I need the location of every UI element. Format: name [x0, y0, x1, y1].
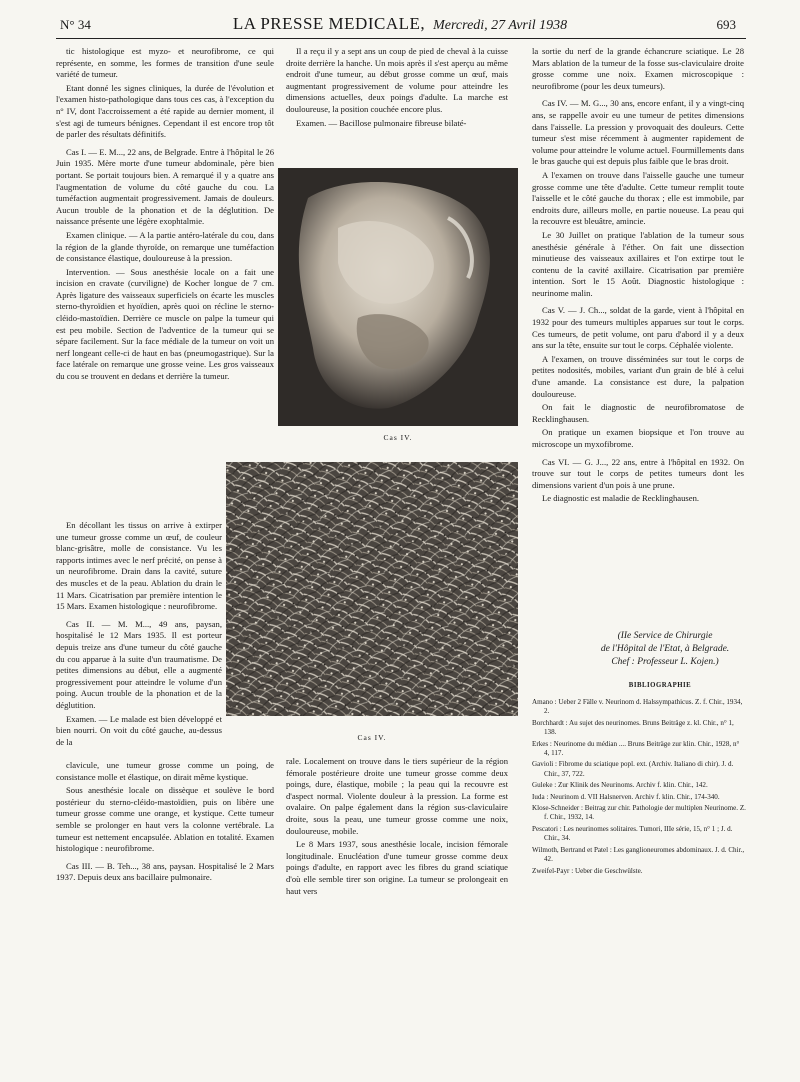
paragraph: Examen clinique. — A la partie antéro-latérale du cou, dans la région de la glande thyroïde, on remarque une tuméfaction de consistance élastique, douloureuse à la pression.	[56, 229, 274, 264]
bibliography-entry: Gavioli : Fibrome du sciatique popl. ext. (Archiv. Italiano di chir). J. d. Chir., 37, 722.	[532, 760, 734, 778]
tumor-photo-image	[278, 168, 518, 426]
page-header	[0, 14, 800, 36]
paragraph: tic histologique est myzo- et neurofibrome, ce qui représente, en somme, les formes de transition d'une seule variété de tumeur.	[56, 46, 274, 80]
bibliography-entry: Pescatori : Les neurinomes solitaires. Tumori, IIIe série, 15, n° 1 ; J. d. Chir., 34.	[532, 824, 733, 843]
bibliography-entry: Klose-Schneider : Beitrag zur chir. Pathologie der multiplen Neurinome. Z. f. Chir., 1932, 14.	[532, 804, 746, 822]
paragraph: Intervention. — Sous anesthésie locale on a fait une incision en cravate (curviligne) de Kocher longue de 7 cm. Après ligature des vaisseaux superficiels on écarte les muscles sterno-thyroïdien et hyoïdien, après quoi on récline le sterno-cléido-mastoïdien. Derrière ce muscle on palpe la tumeur qui est peu mobile. Section de l'adventice de la tumeur qui se sépare facilement. Sur la face médiale de la tumeur on voit un nerf longeant celle-ci de haut en bas (pneumogastrique). Sur la face latérale on remarque une grosse veine. Les gros vaisseaux du cou se trouvent en dedans et derrière la tumeur.	[56, 266, 274, 382]
histology-image	[226, 462, 518, 716]
column-middle-top	[286, 46, 508, 131]
page-number: 693	[716, 17, 736, 32]
bibliography-heading: BIBLIOGRAPHIE	[628, 682, 692, 689]
case-paragraph: Cas I. — E. M..., 22 ans, de Belgrade. Entre à l'hôpital le 26 Juin 1935. Mère morte d'une tumeur abdominale, père bien portant. Se portait toujours bien. A remarqué il y a quatre ans l'augmentation de volume du côté gauche du cou. La tuméfaction augmentait progressivement. Jamais de douleurs. Aucun trouble de la phonation et de la déglutition. De naissance présente une légère exophtalmie.	[56, 146, 274, 227]
header-rule	[56, 38, 746, 39]
bibliography-entry: Erkes : Neurinome du médian .... Bruns Beiträge zur klin. Chir., 1928, n° 4, 117.	[532, 739, 740, 758]
paragraph: Etant donné les signes cliniques, la durée de l'évolution et l'examen histo-pathologique dans tous ces cas, à l'exception du n° IV, dont l'accroissement a été rapide au dernier moment, il s'est agi de tumeurs bénignes. Cependant il est encore trop tôt de parler des résultats définitifs.	[56, 82, 274, 140]
paragraph: la sortie du nerf de la grande échancrure sciatique. Le 28 Mars ablation de la tumeur de la fosse sus-claviculaire droite grosse comme une noix. Examen microscopique : neurofibrome (pour les deux tumeurs).	[532, 46, 744, 91]
paragraph: A l'examen, on trouve disséminées sur tout le corps de petites nodosités, mobiles, variant d'un grain de blé à celui d'une amande. La consistance est dure, la palpation douloureuse.	[532, 353, 744, 399]
paragraph: clavicule, une tumeur grosse comme un poing, de consistance molle et élastique, on dirait même kystique.	[56, 760, 274, 782]
paragraph: Le 8 Mars 1937, sous anesthésie locale, incision fémorale longitudinale. Enucléation d'une tumeur grosse comme deux poings d'adulte, en rapport avec les fibres du grand sciatique d'où elle semble tirer son origine. La tumeur se prolongeait en haut vers	[286, 839, 508, 896]
paragraph: Le 30 Juillet on pratique l'ablation de la tumeur sous anesthésie générale à l'éther. On fait une dissection minutieuse des vaisseaux axillaires et l'on extirpe tout le contenu de la cavité axillaire. Cicatrisation par première intention. Sort le 15 Août. Diagnostic histologique : neurinome malin.	[532, 229, 744, 298]
paragraph: On pratique un examen biopsique et l'on trouve au microscope un myxofibrome.	[532, 427, 744, 449]
bibliography-entry: Amano : Ueber 2 Fälle v. Neurinom d. Halssympathicus. Z. f. Chir., 1934, 2.	[532, 698, 743, 716]
column-middle-bottom	[286, 756, 508, 899]
paragraph: Sous anesthésie locale on dissèque et soulève le bord postérieur du sterno-cléido-mastoïdien, puis on libère une tumeur grosse comme une orange, et kystique. Cette tumeur semble se prolonger en haut vers la colonne vertébrale. La tumeur est nettement encapsulée. Ablation en totalité. Examen histologique : neurofibrome.	[56, 785, 274, 854]
paragraph: Le diagnostic est maladie de Recklinghausen.	[542, 493, 700, 504]
paragraph: Examen. — Le malade est bien développé et bien nourri. On voit du côté gauche, au-dessus de la	[56, 713, 222, 747]
paragraph: A l'examen on trouve dans l'aisselle gauche une tumeur grosse comme une tête d'adulte. Cette tumeur remplit toute l'aisselle et le côté gauche du thorax ; elle est immobile, par endroits dure, ailleurs molle, en partie noueuse. La peau qui la recouvre est bleuâtre, amincie.	[532, 169, 744, 227]
figure-tumor-photo	[278, 168, 518, 426]
service-credit	[580, 630, 750, 669]
case-paragraph: Cas VI. — G. J..., 22 ans, entre à l'hôpital en 1932. On trouve sur tout le corps de petites tumeurs dont les dimensions varient d'un pois à une prune.	[532, 456, 744, 490]
paragraph: Il a reçu il y a sept ans un coup de pied de cheval à la cuisse droite derrière la hanche. Un mois après il s'est aperçu au même endroit d'une tumeur, au début grosse comme un œuf, mais augmentant progressivement de volume pour atteindre les dimensions actuelles, deux poings d'adulte. La marche est douloureuse, la position couchée encore plus.	[286, 46, 508, 114]
case-paragraph: Cas IV. — M. G..., 30 ans, encore enfant, il y a vingt-cinq ans, se rappelle avoir eu une tumeur de petites dimensions dans l'aisselle. La pression y provoquait des douleurs. Cette tumeur s'est mise récemment à augmenter rapidement de volume pour atteindre le volume actuel. Fourmillements dans le bras gauche qui est depuis plus faible que le bras droit.	[532, 98, 744, 167]
paragraph: Examen. — Bacillose pulmonaire fibreuse bilaté-	[296, 117, 467, 128]
issue-date: Mercredi, 27 Avril 1938	[433, 18, 568, 33]
column-left-narrow	[56, 520, 222, 750]
credit-line: de l'Hôpital de l'Etat, à Belgrade.	[600, 644, 730, 654]
figure-caption: Cas IV.	[357, 733, 387, 742]
issue-number: N° 34	[60, 17, 91, 32]
column-left-bottom	[56, 760, 274, 886]
case-paragraph: Cas V. — J. Ch..., soldat de la garde, vient à l'hôpital en 1932 pour des tumeurs multiples apparues sur tout le corps. Ces tumeurs, de petit volume, ont paru d'abord il y a deux ans sur la tête, ensuite sur tout le corps. Céphalée violente.	[532, 305, 744, 351]
case-paragraph: Cas III. — B. Teh..., 38 ans, paysan. Hospitalisé le 2 Mars 1937. Depuis deux ans bacillaire pulmonaire.	[56, 860, 274, 883]
credit-line: Chef : Professeur L. Kojen.)	[611, 657, 719, 667]
paragraph: On fait le diagnostic de neurofibromatose de Recklinghausen.	[532, 402, 744, 424]
paragraph: rale. Localement on trouve dans le tiers supérieur de la région fémorale postérieure droite une tumeur grosse comme deux poings, dure, élastique, mobile ; la peau qui la recouvre est d'aspect normal. Violente douleur à la pression. La forme est ovalaire. On palpe également dans la région sus-claviculaire droite, sous la peau, une tumeur grosse comme une noix, douloureuse, mobile.	[286, 756, 508, 836]
bibliography-entry: Guleke : Zur Klinik des Neurinoms. Archiv f. klin. Chir., 142.	[532, 781, 708, 790]
case-paragraph: Cas II. — M. M..., 49 ans, paysan, hospitalisé le 12 Mars 1935. Il est porteur depuis treize ans d'une tumeur du côté gauche du cou apparue à la suite d'un traumatisme. De petites dimensions au début, elle a augmenté progressivement pour atteindre le volume d'un poing. Aucun trouble de la phonation et de la déglutition.	[56, 618, 222, 710]
bibliography-entry: Iuda : Neurinom d. VII Halsnerven. Archiv f. klin. Chir., 174-340.	[532, 792, 720, 801]
credit-line: (IIe Service de Chirurgie	[617, 631, 713, 641]
paragraph: En décollant les tissus on arrive à extirper une tumeur grosse comme un œuf, de couleur blanc-grisâtre, molle de consistance. Vu les rapports intimes avec le nerf précité, on pense à un neurofibrome. Drain dans la cavité, suture des muscles et de la peau. Ablation du drain le 11 Mars. Cicatrisation par première intention le 15 Mars. Examen histologique : neurofibrome.	[56, 520, 222, 612]
bibliography	[532, 698, 746, 878]
bibliography-entry: Wilmoth, Bertrand et Patel : Les ganglioneuromes abdominaux. J. d. Chir., 42.	[532, 845, 745, 864]
figure-histology	[226, 462, 518, 716]
figure-caption: Cas IV.	[383, 433, 413, 442]
bibliography-entry: Zweifel-Payr : Ueber die Geschwülste.	[532, 866, 643, 875]
column-left	[56, 46, 274, 385]
column-right	[532, 46, 744, 507]
journal-title: LA PRESSE MEDICALE,	[232, 14, 426, 33]
bibliography-entry: Borchhardt : Au sujet des neurinomes. Bruns Beiträge z. kl. Chir., n° 1, 138.	[532, 718, 734, 737]
